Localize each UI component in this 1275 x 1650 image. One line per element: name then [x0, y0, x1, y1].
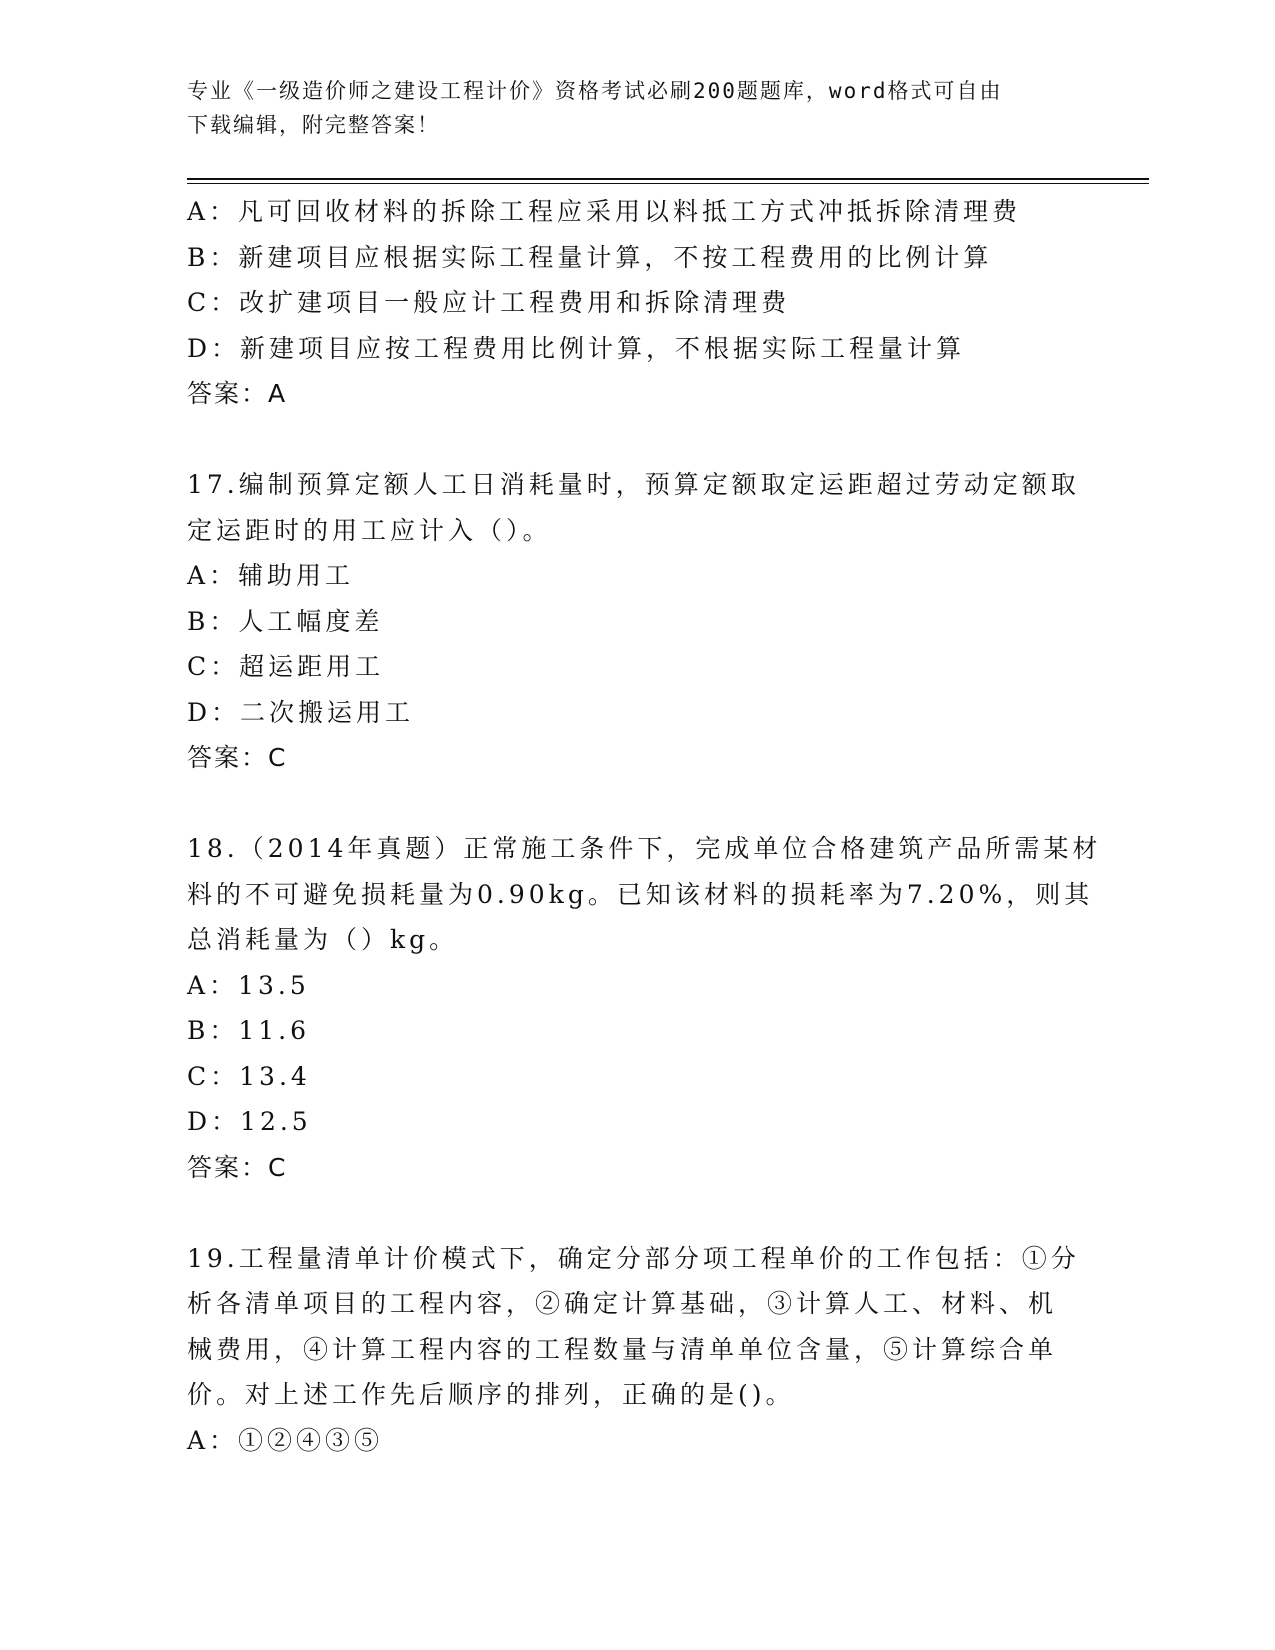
question-text-line: 械费用，④计算工程内容的工程数量与清单单位含量，⑤计算综合单 — [187, 1334, 1058, 1364]
option-b: B：11.6 — [187, 1016, 311, 1045]
spacer — [187, 781, 1077, 827]
option-a: A：辅助用工 — [187, 561, 355, 590]
answer: 答案：C — [187, 743, 288, 772]
answer: 答案：C — [187, 1152, 288, 1182]
option-a: A：①②④③⑤ — [187, 1425, 384, 1455]
option-c: C：超运距用工 — [187, 652, 385, 681]
question-text-line: 定运距时的用工应计入（）。 — [187, 515, 552, 545]
question-list — [187, 189, 1102, 1463]
option-d: D：新建项目应按工程费用比例计算，不根据实际工程量计算 — [187, 333, 966, 363]
question-text-line: 19.工程量清单计价模式下，确定分部分项工程单价的工作包括：①分 — [187, 1243, 1080, 1273]
question-18 — [187, 826, 1102, 1190]
option-a: A：13.5 — [187, 970, 310, 1000]
question-text-line: 17.编制预算定额人工日消耗量时，预算定额取定运距超过劳动定额取 — [187, 470, 1080, 499]
document-header — [187, 74, 1077, 142]
answer: 答案：A — [187, 379, 288, 408]
question-text-line: 析各清单项目的工程内容，②确定计算基础，③计算人工、材料、机 — [187, 1289, 1058, 1318]
option-b: B：新建项目应根据实际工程量计算，不按工程费用的比例计算 — [187, 242, 993, 272]
question-text-line: 18.（2014年真题）正常施工条件下，完成单位合格建筑产品所需某材 — [187, 834, 1102, 863]
question-17 — [187, 462, 1080, 781]
spacer — [187, 417, 1077, 463]
option-d: D：二次搬运用工 — [187, 697, 415, 727]
header-line-2: 下载编辑，附完整答案！ — [187, 113, 440, 137]
option-d: D：12.5 — [187, 1107, 312, 1136]
option-c: C：改扩建项目一般应计工程费用和拆除清理费 — [187, 288, 791, 317]
question-16 — [187, 189, 1077, 417]
option-a: A：凡可回收材料的拆除工程应采用以料抵工方式冲抵拆除清理费 — [187, 197, 1022, 226]
question-19 — [187, 1236, 1080, 1464]
header-rule-thin — [187, 183, 1149, 184]
spacer — [187, 1190, 1077, 1236]
header-line-1: 专业《一级造价师之建设工程计价》资格考试必刷200题题库，word格式可自由 — [187, 79, 1003, 103]
question-text-line: 总消耗量为（）kg。 — [187, 925, 459, 954]
option-c: C：13.4 — [187, 1061, 311, 1091]
question-text-line: 价。对上述工作先后顺序的排列，正确的是()。 — [187, 1380, 795, 1409]
option-b: B：人工幅度差 — [187, 606, 384, 636]
question-text-line: 料的不可避免损耗量为0.90kg。已知该材料的损耗率为7.20%，则其 — [187, 879, 1094, 909]
header-rule-thick — [187, 178, 1149, 180]
